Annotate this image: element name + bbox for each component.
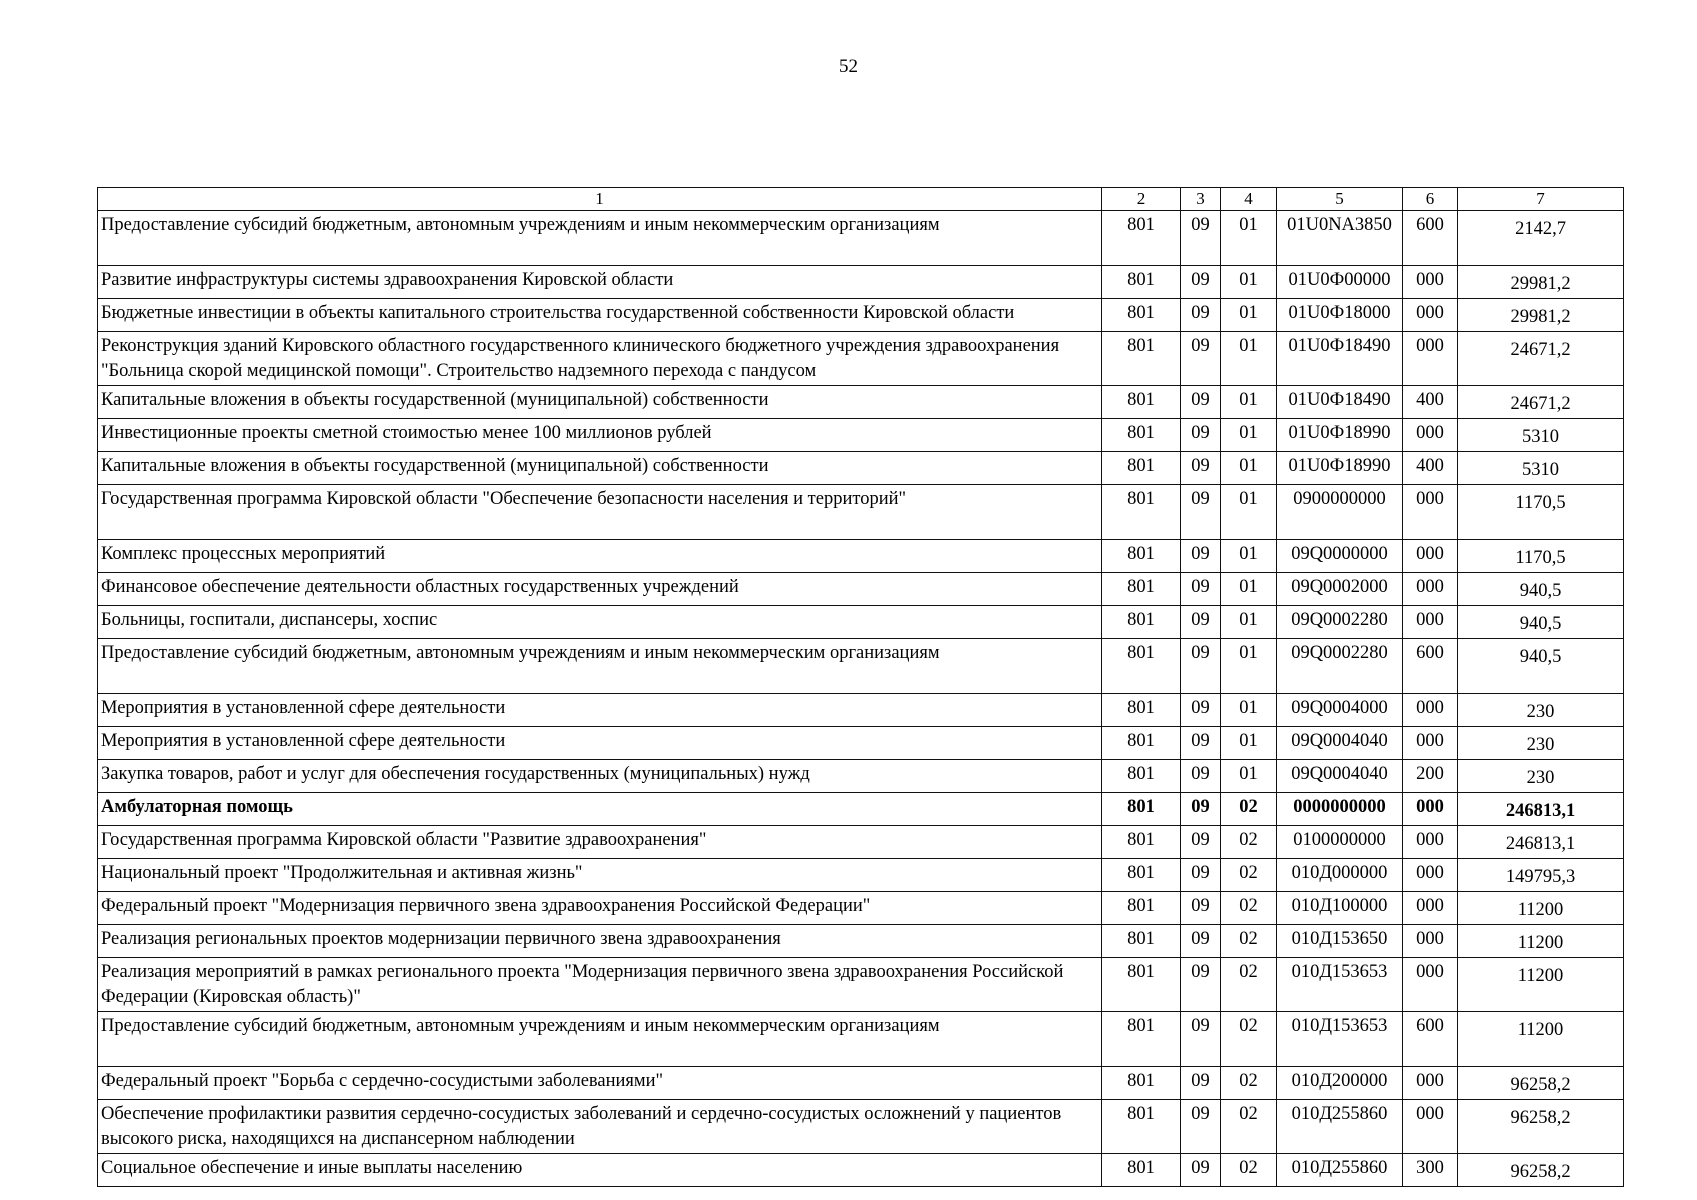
row-name-cell: Закупка товаров, работ и услуг для обеспечения государственных (муниципальных) нужд: [98, 760, 1102, 793]
row-subsection-cell: 02: [1221, 859, 1277, 892]
row-name-cell: Национальный проект "Продолжительная и активная жизнь": [98, 859, 1102, 892]
row-section-cell: 09: [1181, 485, 1221, 540]
row-target-article-cell: 09Q0000000: [1277, 540, 1403, 573]
table-row: [98, 211, 1624, 266]
table-body: [98, 188, 1624, 1187]
row-section-cell: 09: [1181, 925, 1221, 958]
table-row: [98, 299, 1624, 332]
row-subsection-cell: 01: [1221, 727, 1277, 760]
row-subsection-cell: 02: [1221, 958, 1277, 1012]
row-subsection-cell: 01: [1221, 452, 1277, 485]
row-section-cell: 09: [1181, 211, 1221, 266]
row-code-cell: 801: [1102, 1012, 1181, 1067]
row-target-article-cell: 0000000000: [1277, 793, 1403, 826]
row-name-cell: Мероприятия в установленной сфере деятельности: [98, 727, 1102, 760]
row-name-cell: Обеспечение профилактики развития сердечно-сосудистых заболеваний и сердечно-сосудистых осложнений у пациентов высокого риска, находящихся на диспансерном наблюдении: [98, 1100, 1102, 1154]
row-section-cell: 09: [1181, 1154, 1221, 1187]
row-section-cell: 09: [1181, 606, 1221, 639]
row-section-cell: 09: [1181, 266, 1221, 299]
row-amount-cell: 11200: [1458, 958, 1624, 1012]
row-amount-cell: 940,5: [1458, 573, 1624, 606]
row-target-article-cell: 010Д255860: [1277, 1100, 1403, 1154]
row-subsection-cell: 01: [1221, 386, 1277, 419]
row-expense-type-cell: 000: [1403, 606, 1458, 639]
table-row: [98, 485, 1624, 540]
table-row: [98, 760, 1624, 793]
row-code-cell: 801: [1102, 1154, 1181, 1187]
row-name-cell: Реализация региональных проектов модернизации первичного звена здравоохранения: [98, 925, 1102, 958]
table-row: [98, 540, 1624, 573]
row-amount-cell: 246813,1: [1458, 826, 1624, 859]
row-section-cell: 09: [1181, 1012, 1221, 1067]
row-expense-type-cell: 200: [1403, 760, 1458, 793]
row-expense-type-cell: 000: [1403, 299, 1458, 332]
table-row: [98, 958, 1624, 1012]
row-subsection-cell: 02: [1221, 892, 1277, 925]
row-target-article-cell: 01U0Ф00000: [1277, 266, 1403, 299]
page-number: 52: [839, 56, 858, 77]
row-code-cell: 801: [1102, 299, 1181, 332]
row-target-article-cell: 010Д100000: [1277, 892, 1403, 925]
row-amount-cell: 5310: [1458, 452, 1624, 485]
column-header: 3: [1181, 188, 1221, 211]
row-name-cell: Амбулаторная помощь: [98, 793, 1102, 826]
row-amount-cell: 1170,5: [1458, 540, 1624, 573]
table-row: [98, 639, 1624, 694]
row-expense-type-cell: 000: [1403, 485, 1458, 540]
row-expense-type-cell: 000: [1403, 859, 1458, 892]
row-name-cell: Финансовое обеспечение деятельности областных государственных учреждений: [98, 573, 1102, 606]
column-header: 2: [1102, 188, 1181, 211]
row-target-article-cell: 010Д200000: [1277, 1067, 1403, 1100]
row-expense-type-cell: 000: [1403, 892, 1458, 925]
row-expense-type-cell: 000: [1403, 266, 1458, 299]
row-subsection-cell: 02: [1221, 1100, 1277, 1154]
row-amount-cell: 940,5: [1458, 639, 1624, 694]
row-section-cell: 09: [1181, 958, 1221, 1012]
row-section-cell: 09: [1181, 859, 1221, 892]
row-name-cell: Социальное обеспечение и иные выплаты населению: [98, 1154, 1102, 1187]
row-amount-cell: 1170,5: [1458, 485, 1624, 540]
column-header: 6: [1403, 188, 1458, 211]
row-amount-cell: 11200: [1458, 1012, 1624, 1067]
row-target-article-cell: 09Q0004040: [1277, 760, 1403, 793]
row-target-article-cell: 010Д000000: [1277, 859, 1403, 892]
row-target-article-cell: 09Q0002280: [1277, 639, 1403, 694]
column-header: 4: [1221, 188, 1277, 211]
row-section-cell: 09: [1181, 332, 1221, 386]
row-code-cell: 801: [1102, 760, 1181, 793]
row-section-cell: 09: [1181, 573, 1221, 606]
table-row: [98, 386, 1624, 419]
row-code-cell: 801: [1102, 958, 1181, 1012]
row-expense-type-cell: 000: [1403, 793, 1458, 826]
row-expense-type-cell: 000: [1403, 573, 1458, 606]
row-name-cell: Комплекс процессных мероприятий: [98, 540, 1102, 573]
budget-table: [97, 187, 1624, 1187]
row-code-cell: 801: [1102, 1100, 1181, 1154]
table-row: [98, 452, 1624, 485]
row-amount-cell: 230: [1458, 694, 1624, 727]
row-name-cell: Предоставление субсидий бюджетным, автономным учреждениям и иным некоммерческим организациям: [98, 1012, 1102, 1067]
row-name-cell: Реализация мероприятий в рамках регионального проекта "Модернизация первичного звена здравоохранения Российской Федерации (Кировская область)": [98, 958, 1102, 1012]
row-section-cell: 09: [1181, 793, 1221, 826]
table-row: [98, 859, 1624, 892]
row-subsection-cell: 01: [1221, 485, 1277, 540]
row-target-article-cell: 09Q0004040: [1277, 727, 1403, 760]
row-subsection-cell: 01: [1221, 694, 1277, 727]
row-code-cell: 801: [1102, 694, 1181, 727]
row-subsection-cell: 01: [1221, 419, 1277, 452]
row-name-cell: Предоставление субсидий бюджетным, автономным учреждениям и иным некоммерческим организациям: [98, 639, 1102, 694]
row-amount-cell: 96258,2: [1458, 1067, 1624, 1100]
row-expense-type-cell: 000: [1403, 958, 1458, 1012]
row-target-article-cell: 09Q0004000: [1277, 694, 1403, 727]
row-code-cell: 801: [1102, 826, 1181, 859]
row-amount-cell: 5310: [1458, 419, 1624, 452]
row-code-cell: 801: [1102, 485, 1181, 540]
row-name-cell: Капитальные вложения в объекты государственной (муниципальной) собственности: [98, 452, 1102, 485]
row-expense-type-cell: 400: [1403, 452, 1458, 485]
row-target-article-cell: 01U0Ф18990: [1277, 419, 1403, 452]
row-expense-type-cell: 300: [1403, 1154, 1458, 1187]
row-name-cell: Мероприятия в установленной сфере деятельности: [98, 694, 1102, 727]
row-target-article-cell: 010Д255860: [1277, 1154, 1403, 1187]
row-subsection-cell: 01: [1221, 606, 1277, 639]
row-section-cell: 09: [1181, 452, 1221, 485]
row-target-article-cell: 01U0Ф18490: [1277, 386, 1403, 419]
table-row: [98, 606, 1624, 639]
row-amount-cell: 24671,2: [1458, 386, 1624, 419]
row-amount-cell: 246813,1: [1458, 793, 1624, 826]
table-row: [98, 727, 1624, 760]
row-amount-cell: 29981,2: [1458, 299, 1624, 332]
row-expense-type-cell: 600: [1403, 639, 1458, 694]
row-code-cell: 801: [1102, 925, 1181, 958]
row-name-cell: Государственная программа Кировской области "Обеспечение безопасности населения и территорий": [98, 485, 1102, 540]
row-expense-type-cell: 000: [1403, 694, 1458, 727]
table-row: [98, 826, 1624, 859]
row-code-cell: 801: [1102, 1067, 1181, 1100]
row-code-cell: 801: [1102, 573, 1181, 606]
row-subsection-cell: 02: [1221, 793, 1277, 826]
row-expense-type-cell: 000: [1403, 540, 1458, 573]
row-section-cell: 09: [1181, 419, 1221, 452]
table-row: [98, 892, 1624, 925]
row-expense-type-cell: 000: [1403, 419, 1458, 452]
row-target-article-cell: 010Д153650: [1277, 925, 1403, 958]
row-target-article-cell: 09Q0002000: [1277, 573, 1403, 606]
row-code-cell: 801: [1102, 793, 1181, 826]
row-section-cell: 09: [1181, 1100, 1221, 1154]
row-amount-cell: 11200: [1458, 892, 1624, 925]
row-subsection-cell: 01: [1221, 299, 1277, 332]
row-amount-cell: 96258,2: [1458, 1154, 1624, 1187]
row-name-cell: Капитальные вложения в объекты государственной (муниципальной) собственности: [98, 386, 1102, 419]
row-name-cell: Предоставление субсидий бюджетным, автономным учреждениям и иным некоммерческим организациям: [98, 211, 1102, 266]
row-code-cell: 801: [1102, 727, 1181, 760]
row-name-cell: Государственная программа Кировской области "Развитие здравоохранения": [98, 826, 1102, 859]
row-name-cell: Федеральный проект "Борьба с сердечно-сосудистыми заболеваниями": [98, 1067, 1102, 1100]
row-subsection-cell: 02: [1221, 1012, 1277, 1067]
row-name-cell: Больницы, госпитали, диспансеры, хоспис: [98, 606, 1102, 639]
row-subsection-cell: 02: [1221, 1067, 1277, 1100]
row-amount-cell: 29981,2: [1458, 266, 1624, 299]
table-row: [98, 793, 1624, 826]
row-code-cell: 801: [1102, 452, 1181, 485]
row-code-cell: 801: [1102, 606, 1181, 639]
row-amount-cell: 24671,2: [1458, 332, 1624, 386]
row-section-cell: 09: [1181, 1067, 1221, 1100]
row-target-article-cell: 010Д153653: [1277, 958, 1403, 1012]
column-header: 5: [1277, 188, 1403, 211]
row-section-cell: 09: [1181, 694, 1221, 727]
row-subsection-cell: 01: [1221, 540, 1277, 573]
row-target-article-cell: 0900000000: [1277, 485, 1403, 540]
row-code-cell: 801: [1102, 386, 1181, 419]
row-expense-type-cell: 000: [1403, 1100, 1458, 1154]
column-header: 7: [1458, 188, 1624, 211]
row-name-cell: Развитие инфраструктуры системы здравоохранения Кировской области: [98, 266, 1102, 299]
row-section-cell: 09: [1181, 299, 1221, 332]
row-name-cell: Бюджетные инвестиции в объекты капитального строительства государственной собственности Кировской области: [98, 299, 1102, 332]
row-section-cell: 09: [1181, 727, 1221, 760]
table-row: [98, 573, 1624, 606]
row-expense-type-cell: 000: [1403, 1067, 1458, 1100]
table-row: [98, 1154, 1624, 1187]
row-subsection-cell: 02: [1221, 1154, 1277, 1187]
row-amount-cell: 96258,2: [1458, 1100, 1624, 1154]
row-target-article-cell: 01U0Ф18990: [1277, 452, 1403, 485]
row-expense-type-cell: 000: [1403, 332, 1458, 386]
table-row: [98, 419, 1624, 452]
row-target-article-cell: 01U0Ф18000: [1277, 299, 1403, 332]
column-header: 1: [98, 188, 1102, 211]
row-subsection-cell: 01: [1221, 266, 1277, 299]
row-target-article-cell: 01U0NA3850: [1277, 211, 1403, 266]
row-name-cell: Инвестиционные проекты сметной стоимостью менее 100 миллионов рублей: [98, 419, 1102, 452]
row-expense-type-cell: 000: [1403, 727, 1458, 760]
row-subsection-cell: 01: [1221, 332, 1277, 386]
row-name-cell: Федеральный проект "Модернизация первичного звена здравоохранения Российской Федерации": [98, 892, 1102, 925]
row-amount-cell: 230: [1458, 727, 1624, 760]
row-subsection-cell: 01: [1221, 211, 1277, 266]
row-code-cell: 801: [1102, 266, 1181, 299]
row-code-cell: 801: [1102, 211, 1181, 266]
row-section-cell: 09: [1181, 386, 1221, 419]
row-section-cell: 09: [1181, 826, 1221, 859]
table-row: [98, 1067, 1624, 1100]
row-section-cell: 09: [1181, 540, 1221, 573]
row-target-article-cell: 09Q0002280: [1277, 606, 1403, 639]
row-expense-type-cell: 600: [1403, 1012, 1458, 1067]
row-code-cell: 801: [1102, 419, 1181, 452]
table-row: [98, 266, 1624, 299]
row-amount-cell: 11200: [1458, 925, 1624, 958]
row-section-cell: 09: [1181, 892, 1221, 925]
row-code-cell: 801: [1102, 892, 1181, 925]
table-row: [98, 694, 1624, 727]
row-code-cell: 801: [1102, 332, 1181, 386]
row-code-cell: 801: [1102, 639, 1181, 694]
row-subsection-cell: 02: [1221, 925, 1277, 958]
row-target-article-cell: 010Д153653: [1277, 1012, 1403, 1067]
row-amount-cell: 149795,3: [1458, 859, 1624, 892]
row-code-cell: 801: [1102, 859, 1181, 892]
row-subsection-cell: 01: [1221, 573, 1277, 606]
row-subsection-cell: 01: [1221, 639, 1277, 694]
table-row: [98, 332, 1624, 386]
row-amount-cell: 940,5: [1458, 606, 1624, 639]
row-amount-cell: 2142,7: [1458, 211, 1624, 266]
row-expense-type-cell: 400: [1403, 386, 1458, 419]
table-row: [98, 1100, 1624, 1154]
row-expense-type-cell: 600: [1403, 211, 1458, 266]
row-section-cell: 09: [1181, 760, 1221, 793]
row-subsection-cell: 01: [1221, 760, 1277, 793]
row-section-cell: 09: [1181, 639, 1221, 694]
row-expense-type-cell: 000: [1403, 925, 1458, 958]
row-target-article-cell: 0100000000: [1277, 826, 1403, 859]
row-name-cell: Реконструкция зданий Кировского областного государственного клинического бюджетного учреждения здравоохранения "Больница скорой медицинской помощи". Строительство надземного перехода с пандусом: [98, 332, 1102, 386]
table-header-row: [98, 188, 1624, 211]
table-row: [98, 1012, 1624, 1067]
table-row: [98, 925, 1624, 958]
row-subsection-cell: 02: [1221, 826, 1277, 859]
row-code-cell: 801: [1102, 540, 1181, 573]
row-amount-cell: 230: [1458, 760, 1624, 793]
row-target-article-cell: 01U0Ф18490: [1277, 332, 1403, 386]
row-expense-type-cell: 000: [1403, 826, 1458, 859]
